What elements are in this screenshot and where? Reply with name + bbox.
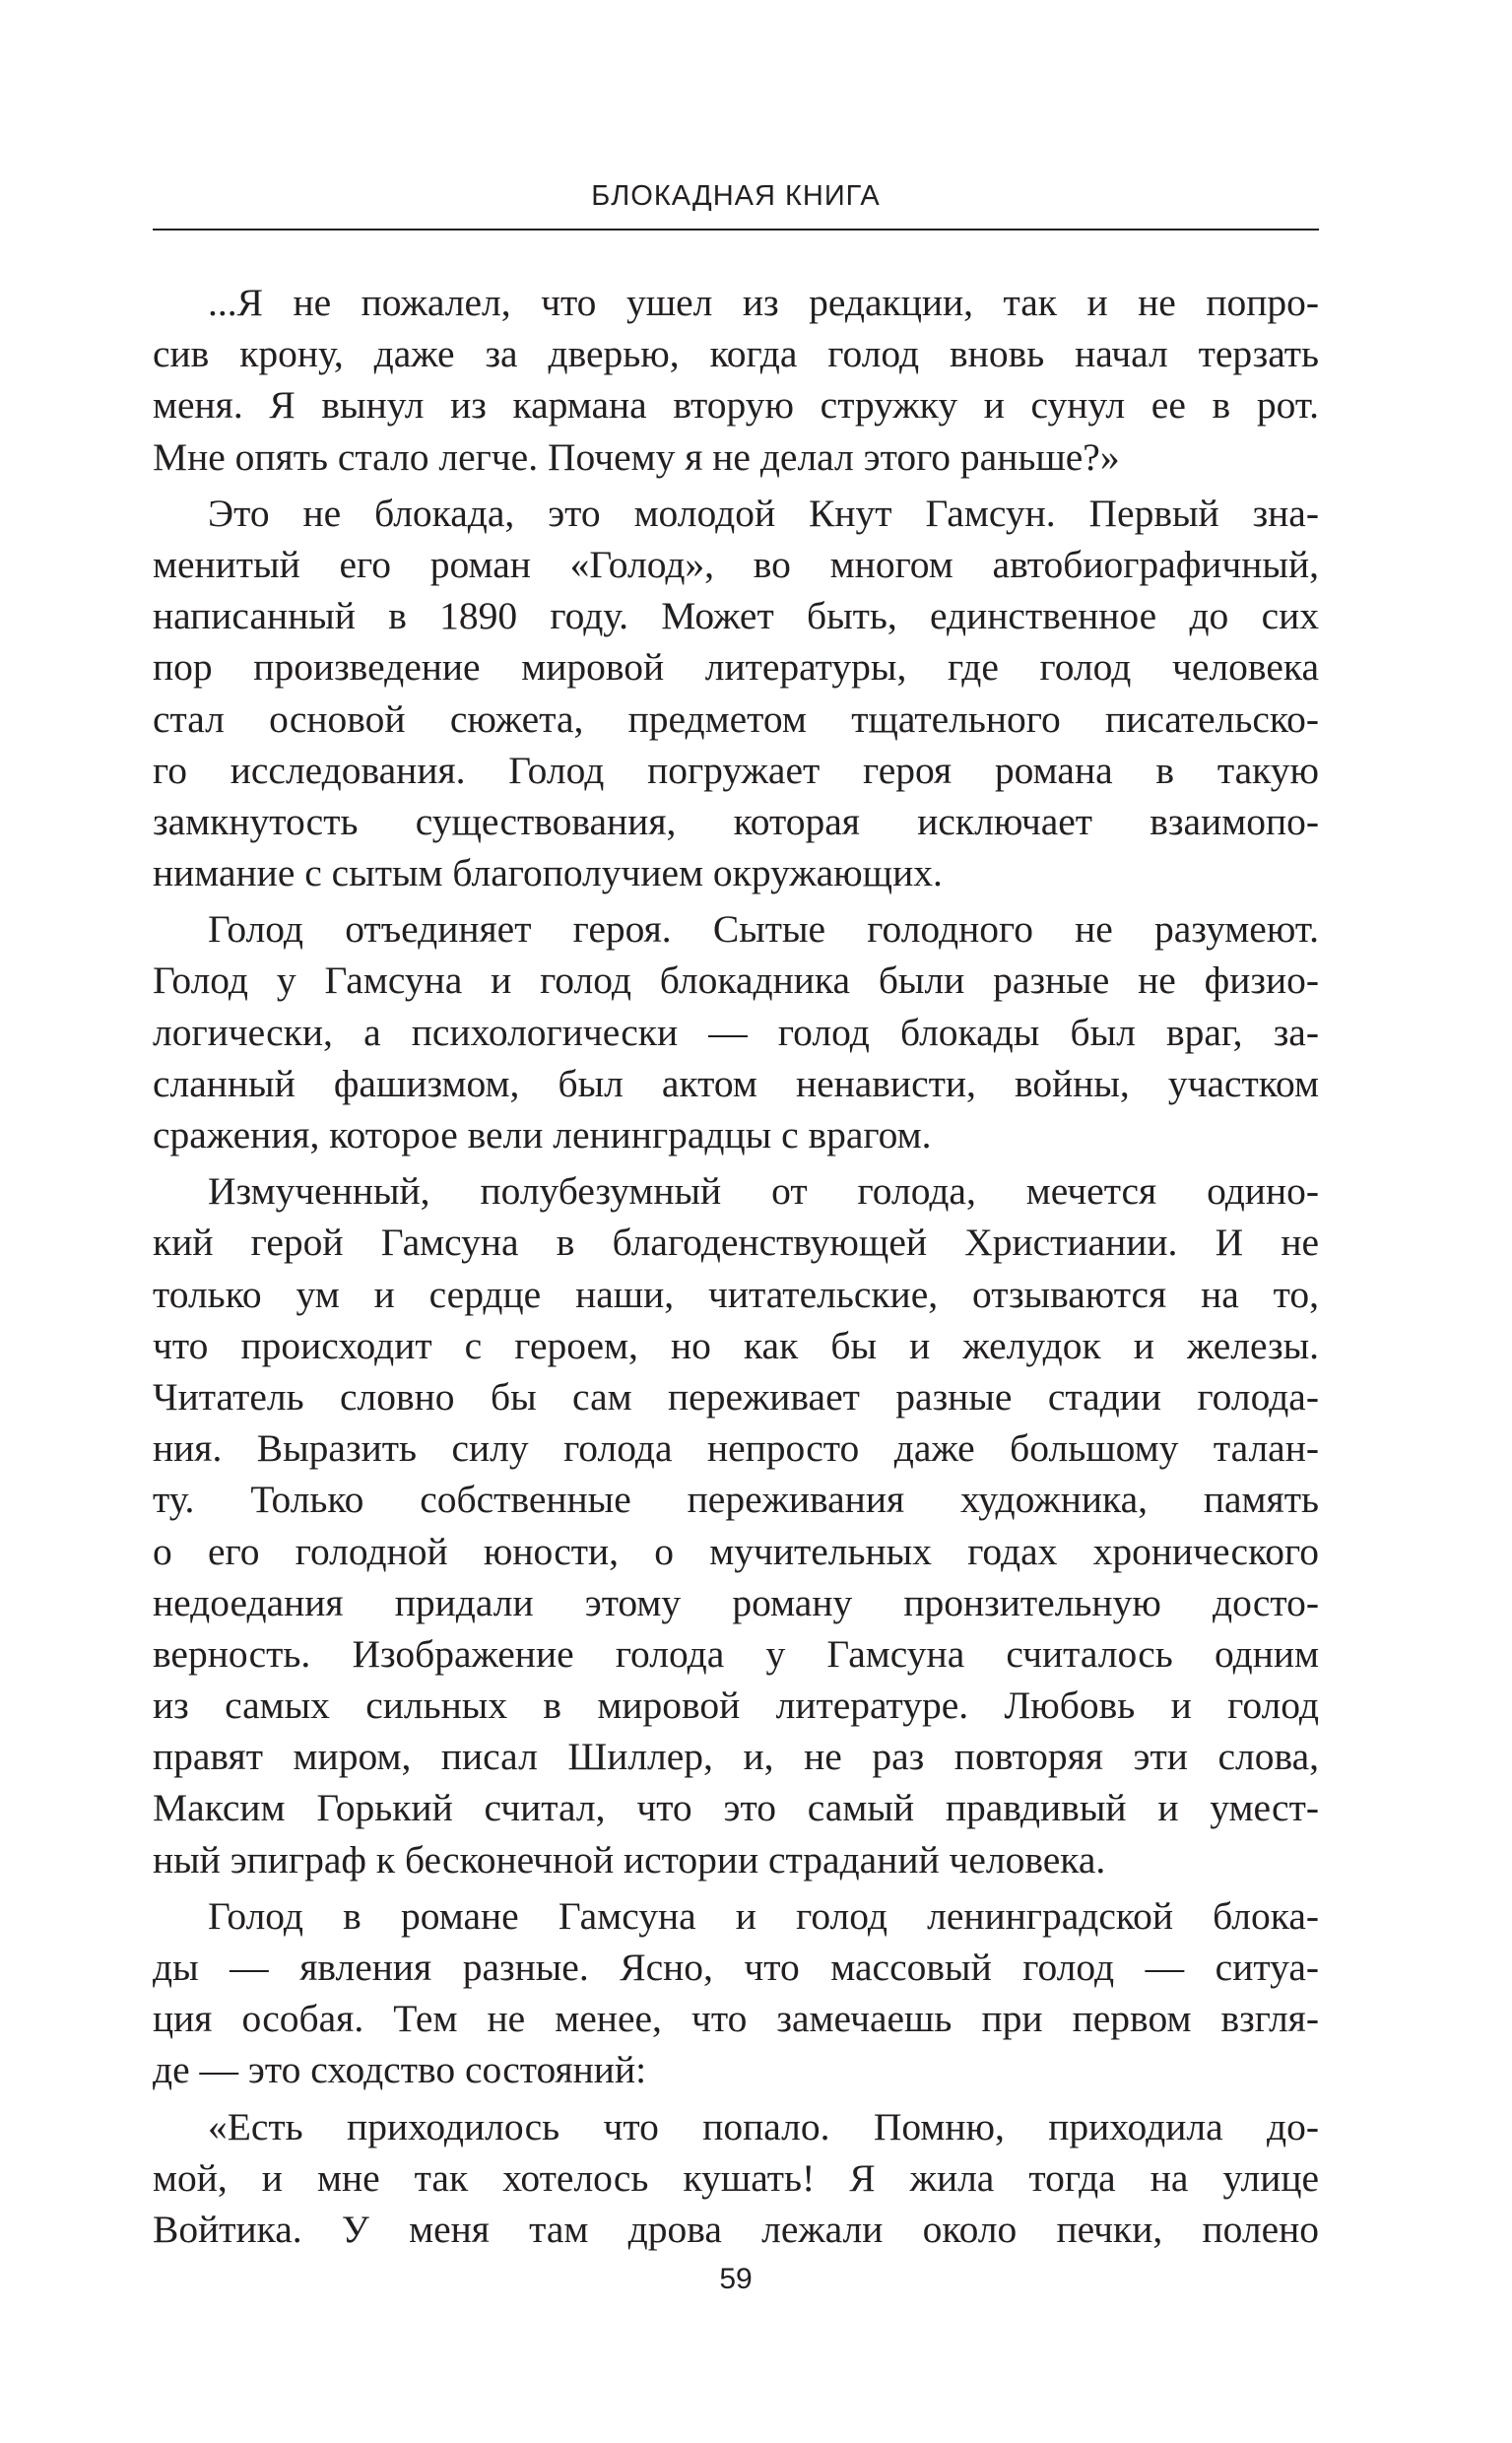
- text-line: сражения, которое вели ленинградцы с врагом.: [153, 1113, 932, 1156]
- text-line: менитый его роман «Голод», во многом автобиографичный,: [153, 542, 1319, 586]
- header-rule: [153, 229, 1319, 231]
- text-line: меня. Я вынул из кармана вторую стружку и сунул ее в рот.: [153, 383, 1319, 428]
- paragraph: [153, 1890, 1319, 2096]
- text-line: из самых сильных в мировой литературе. Любовь и голод: [153, 1684, 1319, 1728]
- text-line: Максим Горький считал, что это самый правдивый и умест-: [153, 1786, 1319, 1830]
- text-line: ный эпиграф к бесконечной истории страданий человека.: [153, 1837, 1106, 1882]
- paragraph: [153, 903, 1319, 1160]
- text-line: нимание с сытым благополучием окружающих.: [153, 851, 943, 895]
- text-line: логически, а психологически — голод блокады был враг, за-: [153, 1010, 1319, 1054]
- text-line: стал основой сюжета, предметом тщательного писательско-: [153, 696, 1319, 741]
- text-line: «Есть приходилось что попало. Помню, приходила до-: [208, 2104, 1319, 2148]
- text-line: Это не блокада, это молодой Кнут Гамсун. Первый зна-: [208, 491, 1319, 535]
- text-line: верность. Изображение голода у Гамсуна считалось одним: [153, 1631, 1319, 1676]
- text-line: ту. Только собственные переживания художника, память: [153, 1478, 1319, 1522]
- text-line: пор произведение мировой литературы, где голод человека: [153, 645, 1319, 690]
- text-line: мой, и мне так хотелось кушать! Я жила тогда на улице: [153, 2155, 1319, 2200]
- text-line: сив крону, даже за дверью, когда голод вновь начал терзать: [153, 332, 1319, 376]
- text-line: ды — явления разные. Ясно, что массовый голод — ситуа-: [153, 1946, 1319, 1989]
- text-line: замкнутость существования, которая исключает взаимопо-: [153, 799, 1319, 843]
- text-line: Читатель словно бы сам переживает разные стадии голода-: [153, 1374, 1319, 1419]
- text-line: Голод у Гамсуна и голод блокадника были разные не физио-: [153, 958, 1319, 1003]
- text-line: Войтика. У меня там дрова лежали около печки, полено: [153, 2207, 1319, 2251]
- text-line: только ум и сердце наши, читательские, отзываются на то,: [153, 1272, 1319, 1316]
- paragraph: [153, 2101, 1319, 2256]
- text-line: ния. Выразить силу голода непросто даже большому талан-: [153, 1426, 1319, 1471]
- text-line: Голод в романе Гамсуна и голод ленинградской блока-: [208, 1893, 1319, 1938]
- paragraph: [153, 277, 1319, 483]
- text-line: ...Я не пожалел, что ушел из редакции, так и не попро-: [208, 281, 1319, 324]
- text-line: Голод отъединяет героя. Сытые голодного не разумеют.: [208, 907, 1319, 952]
- text-line: кий герой Гамсуна в благоденствующей Христиании. И не: [153, 1221, 1319, 1265]
- text-line: недоедания придали этому роману пронзительную досто-: [153, 1580, 1319, 1624]
- text-line: Измученный, полубезумный от голода, мечется одино-: [208, 1169, 1319, 1214]
- text-line: о его голодной юности, о мучительных годах хронического: [153, 1529, 1319, 1573]
- text-line: де — это сходство состояний:: [153, 2048, 647, 2092]
- text-line: что происходит с героем, но как бы и желудок и железы.: [153, 1323, 1319, 1367]
- page-number: 59: [719, 2263, 753, 2295]
- text-line: правят миром, писал Шиллер, и, не раз повторяя эти слова,: [153, 1735, 1319, 1779]
- text-line: сланный фашизмом, был актом ненависти, войны, участком: [153, 1061, 1319, 1105]
- running-head: БЛОКАДНАЯ КНИГА: [591, 180, 881, 212]
- paragraph: [153, 488, 1319, 899]
- text-line: Мне опять стало легче. Почему я не делал этого раньше?»: [153, 434, 1120, 479]
- text-line: написанный в 1890 году. Может быть, единственное до сих: [153, 594, 1319, 638]
- text-line: ция особая. Тем не менее, что замечаешь при первом взгля-: [153, 1997, 1319, 2041]
- text-line: го исследования. Голод погружает героя романа в такую: [153, 748, 1319, 792]
- page-body: [153, 277, 1319, 2260]
- paragraph: [153, 1165, 1319, 1885]
